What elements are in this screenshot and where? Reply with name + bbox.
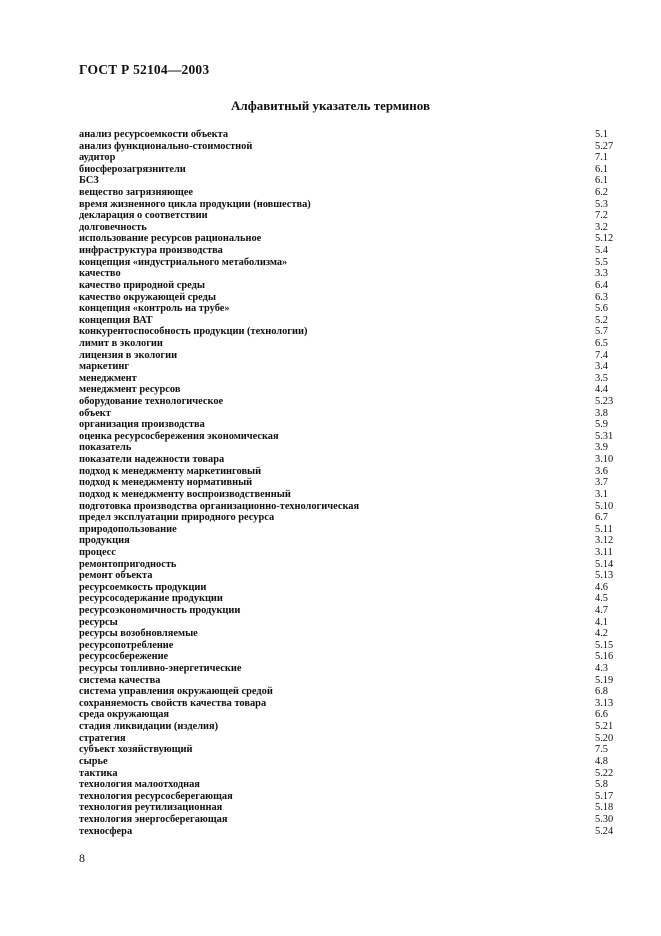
index-term: система качества	[79, 674, 161, 686]
page-number: 8	[79, 851, 85, 865]
index-entry	[79, 384, 633, 396]
index-term: ресурсосбережение	[79, 651, 169, 663]
index-ref: 5.30	[595, 813, 614, 825]
index-term: концепция «контроль на трубе»	[79, 303, 230, 315]
index-entry	[79, 187, 633, 199]
index-ref: 6.5	[595, 337, 608, 349]
index-ref: 5.19	[595, 674, 614, 686]
index-ref: 5.13	[595, 570, 614, 582]
index-entry	[79, 442, 633, 454]
index-ref: 5.5	[595, 256, 608, 268]
index-ref: 4.4	[595, 384, 608, 396]
index-ref: 6.1	[595, 175, 608, 187]
index-ref: 5.1	[595, 129, 608, 140]
index-ref: 3.3	[595, 268, 608, 280]
index-ref: 6.4	[595, 279, 608, 291]
index-term: стадия ликвидации (изделия)	[79, 721, 219, 733]
index-entry	[79, 744, 633, 756]
index-ref: 5.3	[595, 198, 608, 210]
index-ref: 3.7	[595, 477, 608, 489]
index-ref: 5.7	[595, 326, 608, 338]
index-term: время жизненного цикла продукции (новшества)	[79, 198, 311, 210]
index-term: концепция «индустриального метаболизма»	[79, 256, 288, 268]
index-term: тактика	[79, 767, 118, 779]
index-entry	[79, 199, 633, 211]
index-entry	[79, 408, 633, 420]
index-ref: 3.9	[595, 442, 608, 454]
index-term: ресурсоэкономичность продукции	[79, 604, 241, 616]
index-entry	[79, 233, 633, 245]
index-term: природопользование	[79, 523, 177, 535]
index-term: стратегия	[79, 732, 126, 744]
index-ref: 6.1	[595, 163, 608, 175]
index-term: технология реутилизационная	[79, 802, 223, 814]
index-term: подход к менеджменту нормативный	[79, 477, 253, 489]
index-term: ресурсы возобновляемые	[79, 628, 198, 640]
index-ref: 4.1	[595, 616, 608, 628]
index-ref: 5.20	[595, 732, 614, 744]
index-entry	[79, 768, 633, 780]
index-entry	[79, 698, 633, 710]
index-term: объект	[79, 407, 111, 419]
index-entry	[79, 547, 633, 559]
index-ref: 6.8	[595, 686, 608, 698]
index-term: оценка ресурсосбережения экономическая	[79, 430, 279, 442]
index-ref: 5.6	[595, 303, 608, 315]
index-ref: 5.16	[595, 651, 614, 663]
index-term: лимит в экологии	[79, 337, 163, 349]
index-ref: 5.8	[595, 779, 608, 791]
index-entry	[79, 628, 633, 640]
index-entry	[79, 826, 633, 838]
index-entry	[79, 292, 633, 304]
index-entry	[79, 396, 633, 408]
index-ref: 3.1	[595, 488, 608, 500]
index-term: сырье	[79, 755, 108, 767]
index-entry	[79, 373, 633, 385]
index-ref: 3.8	[595, 407, 608, 419]
index-entry	[79, 501, 633, 513]
index-entry	[79, 141, 633, 153]
index-term: ресурсопотребление	[79, 639, 174, 651]
index-term: ресурсы	[79, 616, 118, 628]
index-entry	[79, 257, 633, 269]
index-entry	[79, 222, 633, 234]
index-entry	[79, 663, 633, 675]
index-ref: 7.4	[595, 349, 608, 361]
index-entry	[79, 617, 633, 629]
index-ref: 5.21	[595, 721, 614, 733]
index-ref: 3.6	[595, 465, 608, 477]
index-term: биосферозагрязнители	[79, 163, 186, 175]
index-ref: 3.5	[595, 372, 608, 384]
index-ref: 3.13	[595, 697, 614, 709]
index-ref: 5.2	[595, 314, 608, 326]
index-ref: 4.7	[595, 604, 608, 616]
index-term: процесс	[79, 546, 116, 558]
index-entry	[79, 210, 633, 222]
index-entry	[79, 559, 633, 571]
index-term: инфраструктура производства	[79, 245, 223, 257]
index-term: долговечность	[79, 221, 147, 233]
index-entry	[79, 268, 633, 280]
index-term: технология малоотходная	[79, 779, 200, 791]
index-term: продукция	[79, 535, 130, 547]
index-entry	[79, 454, 633, 466]
index-term: ремонтопригодность	[79, 558, 177, 570]
index-ref: 5.4	[595, 245, 608, 257]
index-entry	[79, 593, 633, 605]
index-entry	[79, 280, 633, 292]
index-term: БСЗ	[79, 175, 99, 187]
index-entry	[79, 756, 633, 768]
index-entry	[79, 721, 633, 733]
index-entry	[79, 303, 633, 315]
index-entry	[79, 419, 633, 431]
index-entry	[79, 582, 633, 594]
index-entry	[79, 489, 633, 501]
index-term: концепция ВАТ	[79, 314, 153, 326]
index-ref: 5.23	[595, 396, 614, 408]
index-entry	[79, 466, 633, 478]
index-entry	[79, 791, 633, 803]
index-term: система управления окружающей средой	[79, 686, 273, 698]
index-term: техносфера	[79, 825, 133, 837]
index-term: аудитор	[79, 152, 116, 164]
index-ref: 4.2	[595, 628, 608, 640]
index-ref: 5.12	[595, 233, 614, 245]
index-term: конкурентоспособность продукции (технологии)	[79, 326, 308, 338]
index-term: подход к менеджменту воспроизводственный	[79, 488, 291, 500]
index-ref: 6.2	[595, 187, 608, 199]
index-term: качество	[79, 268, 121, 280]
index-ref: 3.10	[595, 454, 614, 466]
index-term: вещество загрязняющее	[79, 187, 193, 199]
index-ref: 3.12	[595, 535, 614, 547]
index-entry	[79, 535, 633, 547]
index-term: сохраняемость свойств качества товара	[79, 697, 267, 709]
index-entry	[79, 477, 633, 489]
index-term: показатель	[79, 442, 132, 454]
index-entry	[79, 651, 633, 663]
index-entry	[79, 361, 633, 373]
index-ref: 5.10	[595, 500, 614, 512]
index-ref: 5.18	[595, 802, 614, 814]
index-ref: 7.5	[595, 744, 608, 756]
index-ref: 6.7	[595, 512, 608, 524]
index-ref: 7.1	[595, 152, 608, 164]
index-entry	[79, 814, 633, 826]
index-term: качество природной среды	[79, 279, 205, 291]
index-term: субъект хозяйствующий	[79, 744, 193, 756]
index-term: подход к менеджменту маркетинговый	[79, 465, 262, 477]
index-term: использование ресурсов рациональное	[79, 233, 262, 245]
index-entry	[79, 164, 633, 176]
index-ref: 6.6	[595, 709, 608, 721]
index-entry	[79, 245, 633, 257]
index-term: ресурсосодержание продукции	[79, 593, 223, 605]
index-ref: 4.6	[595, 581, 608, 593]
index-ref: 5.22	[595, 767, 614, 779]
index-ref: 5.14	[595, 558, 614, 570]
index-entry	[79, 129, 633, 141]
index-term: ремонт объекта	[79, 570, 153, 582]
index-ref: 4.3	[595, 663, 608, 675]
index-term: лицензия в экологии	[79, 349, 178, 361]
index-ref: 5.9	[595, 419, 608, 431]
index-term: ресурсоемкость продукции	[79, 581, 207, 593]
index-ref: 7.2	[595, 210, 608, 222]
document-code: ГОСТ Р 52104—2003	[79, 62, 210, 77]
index-ref: 6.3	[595, 291, 608, 303]
index-entry	[79, 524, 633, 536]
index-term: предел эксплуатации природного ресурса	[79, 512, 275, 524]
index-entry	[79, 175, 633, 187]
index-title: Алфавитный указатель терминов	[231, 98, 430, 113]
index-ref: 3.11	[595, 546, 613, 558]
index-entry	[79, 709, 633, 721]
index-entry	[79, 675, 633, 687]
index-term: технология энергосберегающая	[79, 813, 228, 825]
index-entry	[79, 686, 633, 698]
term-index-list	[79, 129, 633, 837]
index-ref: 3.2	[595, 221, 608, 233]
index-term: показатели надежности товара	[79, 454, 225, 466]
index-term: декларация о соответствии	[79, 210, 208, 222]
index-term: организация производства	[79, 419, 205, 431]
index-term: анализ ресурсоемкости объекта	[79, 129, 229, 140]
index-term: технология ресурсосберегающая	[79, 790, 233, 802]
index-entry	[79, 512, 633, 524]
index-ref: 3.4	[595, 361, 608, 373]
index-term: маркетинг	[79, 361, 130, 373]
index-entry	[79, 350, 633, 362]
index-ref: 4.8	[595, 755, 608, 767]
index-term: анализ функционально-стоимостной	[79, 140, 253, 152]
index-term: оборудование технологическое	[79, 396, 224, 408]
index-entry	[79, 338, 633, 350]
index-ref: 5.11	[595, 523, 613, 535]
index-entry	[79, 315, 633, 327]
index-entry	[79, 779, 633, 791]
index-ref: 5.27	[595, 140, 614, 152]
index-ref: 5.24	[595, 825, 614, 837]
index-term: менеджмент ресурсов	[79, 384, 181, 396]
index-entry	[79, 431, 633, 443]
index-term: ресурсы топливно-энергетические	[79, 663, 242, 675]
index-ref: 5.15	[595, 639, 614, 651]
index-term: подготовка производства организационно-технологическая	[79, 500, 360, 512]
index-ref: 5.17	[595, 790, 614, 802]
index-ref: 5.31	[595, 430, 614, 442]
index-term: качество окружающей среды	[79, 291, 217, 303]
index-term: менеджмент	[79, 372, 137, 384]
index-entry	[79, 733, 633, 745]
index-entry	[79, 152, 633, 164]
index-ref: 4.5	[595, 593, 608, 605]
index-entry	[79, 570, 633, 582]
index-entry	[79, 605, 633, 617]
index-entry	[79, 640, 633, 652]
index-entry	[79, 326, 633, 338]
index-term: среда окружающая	[79, 709, 170, 721]
index-entry	[79, 802, 633, 814]
